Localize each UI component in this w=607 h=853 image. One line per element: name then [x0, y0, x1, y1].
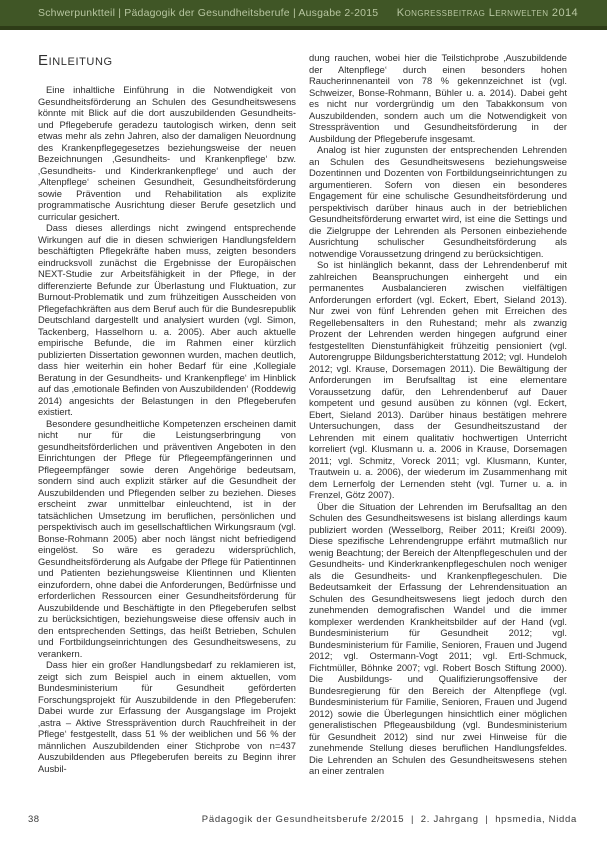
paragraph-next-studie: Dass dieses allerdings nicht zwingend entsprechende Wirkungen auf die in diesen schwierigen Handlungsfeldern beschäftigten Pflegekräfte haben muss, zeigten besonders eindrucksvoll zunächst die Ergebnisse der Europäischen NEXT-Studie zur Arbeitsfähigkeit in der Pflege, in der differenzierte Befunde zur Überlastung und Fluktuation, zur Burnout-Problematik und zum frühzeitigen Ausscheiden von Pflegefachkräften aus dem Beruf auch für die Bundesrepublik Deutschland dargestellt und analysiert wurden (vgl. Simon, Tackenberg, Hasselhorn u. a. 2005). Aber auch aktuelle empirische Befunde, die im Rahmen einer kürzlich publizierten Dissertation gewonnen wurden, machen deutlich, dass hier weiterhin ein hoher Bedarf für eine ‚Kollegiale Beratung in der Gesundheits- und Krankenpflege‘ im Hinblick auf das ‚emotionale Befinden von Auszubildenden‘ (Roddewig 2014) angesichts der Belastungen in den Pflegeberufen existiert. [38, 222, 296, 417]
paragraph-intro: Eine inhaltliche Einführung in die Notwendigkeit von Gesundheitsförderung an Schulen des Gesundheitswesens könnte mit Blick auf die dort auszubildenden Gesundheits- und Pflegeberufe geradezu tautologisch wirken, denn seit etwas mehr als zehn Jahren, also der damaligen Neuordnung des Krankenpflegegesetzes beziehungsweise der neuen Bezeichnungen ‚Gesundheits- und Krankenpflege‘ bzw. ‚Gesundheits- und Kinderkrankenpflege‘ und auch der ‚Altenpflege‘ scheinen Gesundheit, Gesundheitsförderung sowie Prävention und Rehabilitation als explizite programmatische Ausrichtung dieser Berufe gesetzlich und curricular gesichert. [38, 84, 296, 222]
paragraph-astra: Dass hier ein großer Handlungsbedarf zu reklamieren ist, zeigt sich zum Beispiel auch in einem aktuellen, vom Bundesministerium für Gesundheit geförderten Forschungsprojekt für Auszubildende in den Pflegeberufen: Dabei wurde zur Erfassung der Ausgangslage im Projekt ‚astra – Aktive Stressprävention durch Rauchfreiheit in der Pflege‘ festgestellt, dass 51 % der weiblichen und 56 % der männlichen Auszubildenden einer Stichprobe von n=437 Auszubildenden aus Pflegeberufen bereits zu Beginn ihrer Ausbil- [38, 659, 296, 774]
paragraph-kompetenzen: Besondere gesundheitliche Kompetenzen erscheinen damit nicht nur für die Leistungserbringung von gesundheitsförderlichen und präventiven Angeboten in den Einrichtungen der Pflege für Pflegeempfängerinnen und Pflegeempfänger sowie deren Angehörige bedeutsam, sondern sind auch explizit stärker auf die Gesundheit der Auszubildenden und Pflegenden selber zu beziehen. Dieses erscheint zwar unmittelbar einleuchtend, ist in der tatsächlichen Umsetzung im beruflichen, persönlichen und perspektivisch auch im gesellschaftlichen Wirkungsraum (vgl. Bonse-Rohmann 2005) aber noch längst nicht befriedigend eingelöst. So wäre es geradezu widersprüchlich, Gesundheitsförderung als Aufgabe der Pflege für Patientinnen und Patienten beziehungsweise Klientinnen und Klienten einzufordern, ohne dabei die Anforderungen, Bedürfnisse und erforderlichen Ressourcen einer Gesundheitsförderung für Auszubildende und Beschäftigte in den Pflegeberufen selbst zu berücksichtigen, beziehungsweise diese offensiv auch in den entsprechenden Settings, das heißt Betrieben, Schulen und Fortbildungseinrichtungen des Gesundheitswesens, zu verankern. [38, 417, 296, 659]
section-title: Einleitung [38, 52, 113, 69]
paragraph-lehrende: Analog ist hier zugunsten der entsprechenden Lehrenden an Schulen des Gesundheitswesens beziehungsweise Dozentinnen und Dozenten von Fortbildungseinrichtungen zu argumentieren. Sofern von diesen ein besonderes Engagement für eine schulische Gesundheitsförderung und perspektivisch darüber hinaus auch in der betrieblichen Gesundheitsförderung erwartet wird, ist eine die Settings und die Zielgruppe der Lehrenden als Personen einbeziehende Ausrichtung schulischer Gesundheitsförderung als notwendige Voraussetzung dringend zu berücksichtigen. [309, 144, 567, 259]
paragraph-situation: Über die Situation der Lehrenden im Berufsalltag an den Schulen des Gesundheitswesens ist bislang allerdings kaum publiziert worden (Wesselborg, Reiber 2011; Kreißl 2009). Diese spezifische Lehrendengruppe erfährt mutmaßlich nur wenig Beachtung; der Bereich der Altenpflegeschulen und der Gesundheits- und Kinderkrankenpflegeschulen noch weniger als die Gesundheits- und Krankenpflegeschulen. Die Bedeutsamkeit der Erfassung der Lehrendensituation an Schulen des Gesundheitswesens liegt jedoch durch den zunehmenden demografischen Wandel und die immer komplexer werdenden Krankheitsbilder auf der Hand (vgl. Bundesministerium für Gesundheit 2012; vgl. Bundesministerium für Familie, Senioren, Frauen und Jugend 2012; vgl. Ostermann-Vogt 2011; vgl. Ertl-Schmuck, Fichtmüller, Böhnke 2007; vgl. Robert Bosch Stiftung 2000). Die Ausbildungs- und Qualifizierungsoffensive der Bundesregierung für den Bereich der Altenpflege (vgl. Bundesministerium für Familie, Senioren, Frauen und Jugend 2012) sowie die Überlegungen hinsichtlich einer möglichen generalistischen Pflegeausbildung (vgl. Bundesministerium für Gesundheit 2012) sind nur zwei Hinweise für die zunehmende Stellung dieses beruflichen Handlungsfeldes. Die Lehrenden an Schulen des Gesundheitswesens stehen an einer zentralen [309, 500, 567, 776]
journal-info: Pädagogik der Gesundheitsberufe 2/2015 | 2. Jahrgang | hpsmedia, Nidda [201, 814, 577, 825]
page-footer [28, 814, 577, 825]
column-right [309, 52, 567, 777]
header-issue-label: Schwerpunktteil | Pädagogik der Gesundheitsberufe | Ausgabe 2-2015 [38, 7, 379, 19]
page-header [0, 0, 607, 30]
page-number: 38 [28, 814, 40, 825]
paragraph-beanspruchung: So ist hinlänglich bekannt, dass der Lehrendenberuf mit zahlreichen Beanspruchungen einhergeht und ein permanentes Ausbalancieren zwischen vielfältigen Anforderungen erfordert (vgl. Eckert, Ebert, Sieland 2013). Nur zwei von fünf Lehrenden gehen mit Erreichen des Regellebensalters in den Ruhestand; mehr als zwanzig Prozent der Lehrenden werden hingegen aufgrund einer festgestellten Dienstunfähigkeit frühzeitig pensioniert (vgl. Autorengruppe Bildungsberichterstattung 2012; vgl. Hundeloh 2012; vgl. Krause, Dorsemagen 2011). Die Bewältigung der Anforderungen im Berufsalltag ist eine elementare Voraussetzung dafür, den Lehrendenberuf auf Dauer kompetent und gesund ausüben zu können (vgl. Eckert, Ebert, Sieland 2013). Darüber hinaus bestätigen mehrere Untersuchungen, dass der Gesundheitszustand der Lehrenden mit einem qualitativ hochwertigen Unterricht korreliert (vgl. Klusmann u. a. 2006 in Krause, Dorsemagen 2011; vgl. Schmitz, Voreck 2011; vgl. Klusmann, Kunter, Trautwein u. a. 2006), der wiederum im Zusammenhang mit dem Lernerfolg der Lernenden steht (vgl. Turner u. a. in Frenzel, Götz 2007). [309, 259, 567, 500]
article-body [0, 30, 607, 777]
column-left [38, 52, 296, 777]
paragraph-astra-continued: dung rauchen, wobei hier die Teilstichprobe ‚Auszubildende der Altenpflege‘ durch einen besonders hohen Raucherinnenanteil von 78 % gekennzeichnet ist (vgl. Schweizer, Bonse-Rohmann, Bühler u. a. 2014). Dabei geht es nicht nur vordergründig um den Tabakkonsum von Auszubildenden, sondern auch um die Notwendigkeit von Stressprävention und Gesundheitsförderung in der Ausbildung der Pflegeberufe insgesamt. [309, 52, 567, 144]
header-congress-label: Kongressbeitrag Lernwelten 2014 [396, 7, 578, 19]
